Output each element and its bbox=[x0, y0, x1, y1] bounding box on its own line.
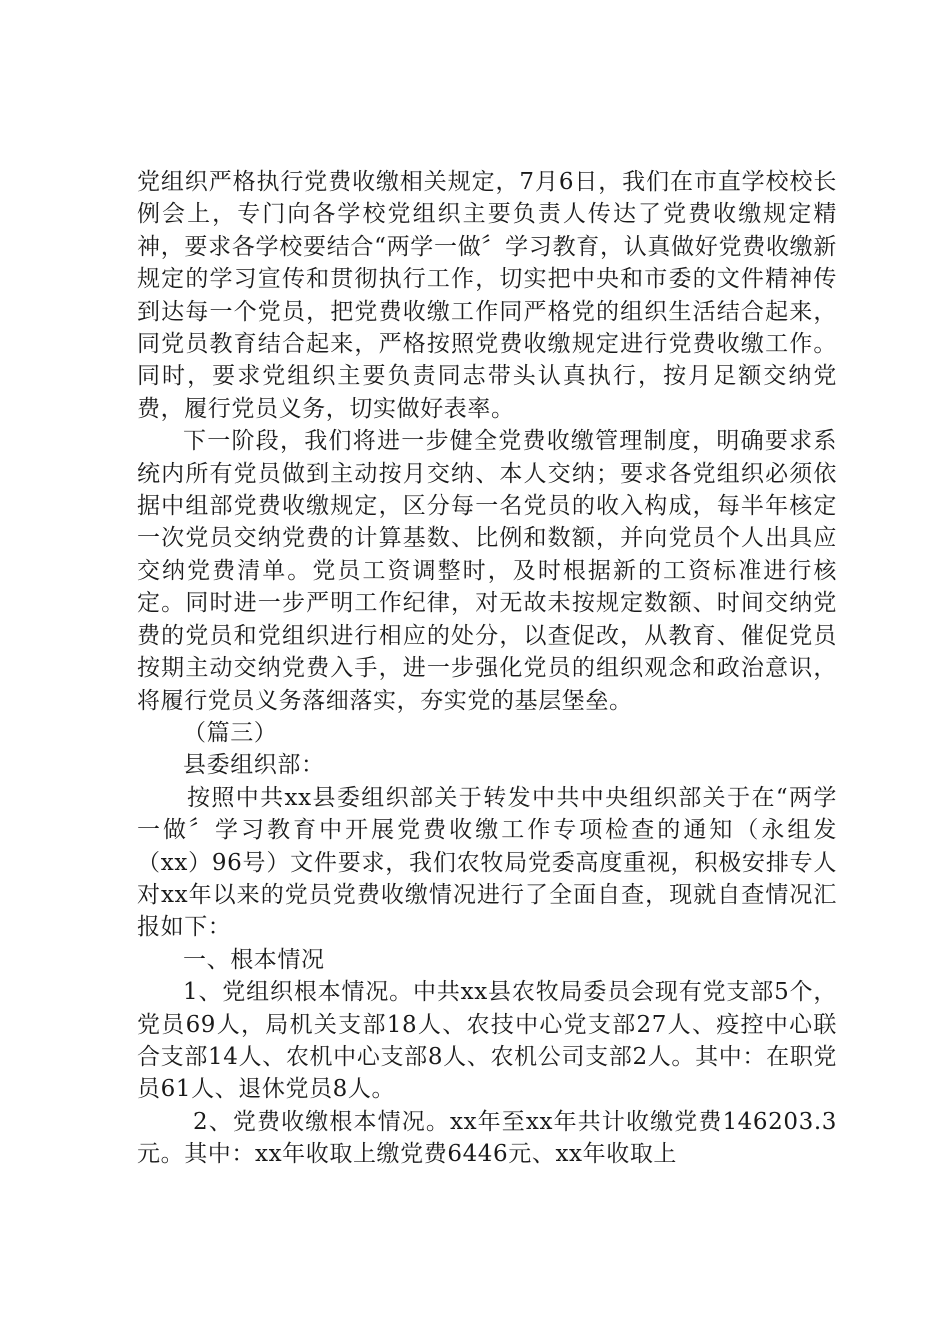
paragraph-next-stage: 下一阶段，我们将进一步健全党费收缴管理制度，明确要求系统内所有党员做到主动按月交纳、本人交纳；要求各党组织必须依据中组部党费收缴规定，区分每一名党员的收入构成，每半年核定一次党员交纳党费的计算基数、比例和数额，并向党员个人出具应交纳党费清单。党员工资调整时，及时根据新的工资标准进行核定。同时进一步严明工作纪律，对无故未按规定数额、时间交纳党费的党员和党组织进行相应的处分，以查促改，从教育、催促党员按期主动交纳党费入手，进一步强化党员的组织观念和政治意识，将履行党员义务落细落实，夯实党的基层堡垒。 bbox=[137, 428, 837, 714]
paragraph-party-organization: 1、党组织根本情况。中共xx县农牧局委员会现有党支部5个，党员69人，局机关支部18人、农技中心党支部27人、疫控中心联合支部14人、农机中心支部8人、农机公司支部2人。其中：在职党员61人、退休党员8人。 bbox=[137, 979, 837, 1103]
heading-basic-situation: 一、根本情况 bbox=[183, 946, 325, 973]
paragraph-party-fee: 2、党费收缴根本情况。xx年至xx年共计收缴党费146203.3元。其中：xx年收取上缴党费6446元、xx年收取上 bbox=[137, 1108, 837, 1168]
salutation: 县委组织部： bbox=[183, 752, 325, 779]
paragraph-intro: 按照中共xx县委组织部关于转发中共中央组织部关于在“两学一做〞学习教育中开展党费收缴工作专项检查的通知（永组发（xx）96号）文件要求，我们农牧局党委高度重视，积极安排专人对xx年以来的党员党费收缴情况进行了全面自查，现就自查情况汇报如下： bbox=[137, 784, 837, 941]
paragraph-continuation: 党组织严格执行党费收缴相关规定，7月6日，我们在市直学校校长例会上，专门向各学校党组织主要负责人传达了党费收缴规定精神，要求各学校要结合“两学一做〞学习教育，认真做好党费收缴新规定的学习宣传和贯彻执行工作，切实把中央和市委的文件精神传到达每一个党员，把党费收缴工作同严格党的组织生活结合起来，同党员教育结合起来，严格按照党费收缴规定进行党费收缴工作。同时，要求党组织主要负责同志带头认真执行，按月足额交纳党费，履行党员义务，切实做好表率。 bbox=[137, 169, 837, 422]
document-body bbox=[137, 166, 837, 1171]
section-heading-part-three: （篇三） bbox=[183, 719, 278, 746]
